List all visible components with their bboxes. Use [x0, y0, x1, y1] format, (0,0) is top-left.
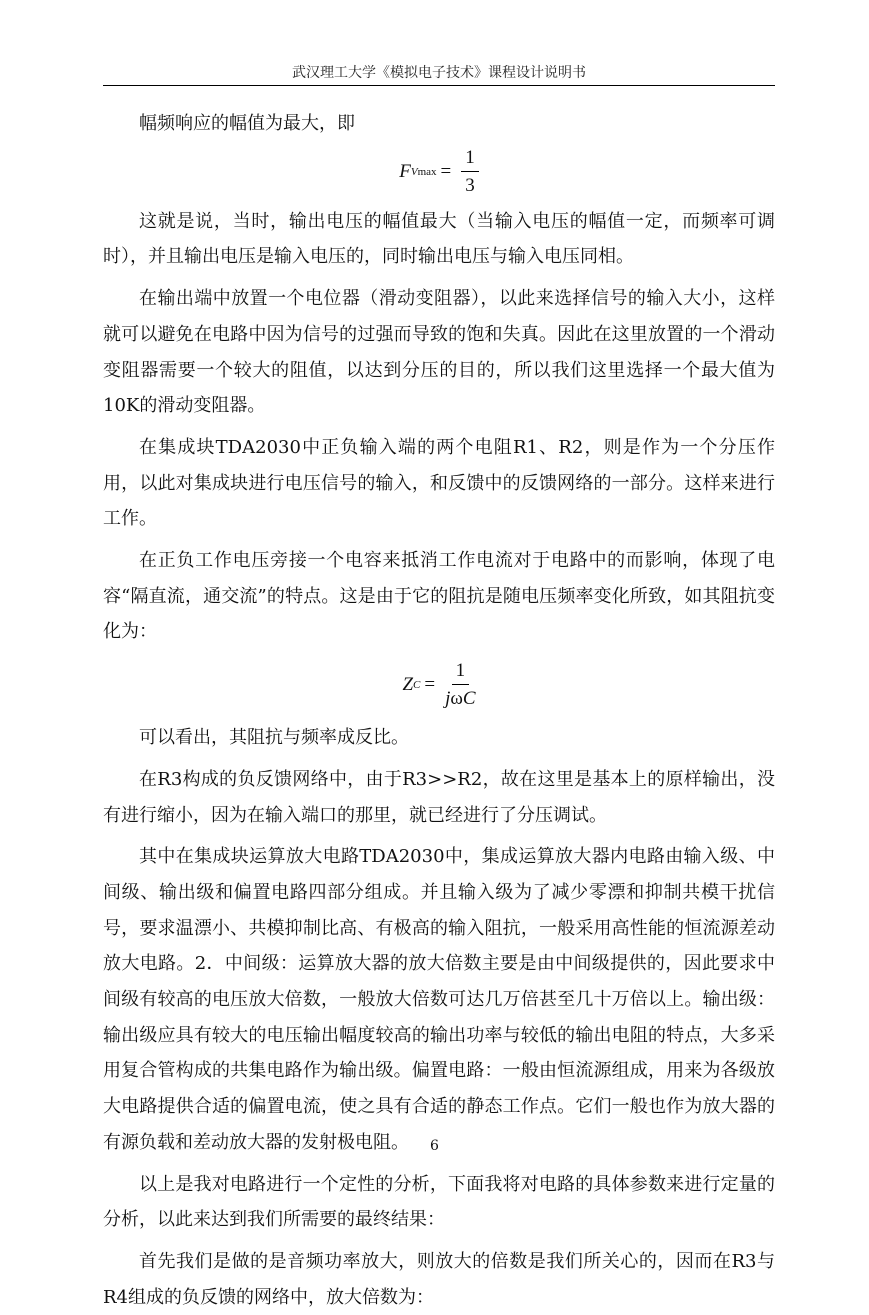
formula-2-numerator: 1: [452, 659, 470, 685]
formula-1-sub-max: max: [417, 165, 437, 178]
formula-2-den-omega: ω: [450, 688, 463, 710]
formula-2-sub: C: [413, 679, 421, 692]
formula-1-sub-v: V: [410, 165, 418, 178]
paragraph-2: 这就是说，当时，输出电压的幅值最大（当输入电压的幅值一定，而频率可调时），并且输出电压是输入电压的，同时输出电压与输入电压同相。: [103, 210, 775, 268]
formula-2-den-j: j: [445, 688, 451, 710]
paragraph-6: 可以看出，其阻抗与频率成反比。: [139, 727, 409, 749]
formula-1-equals: =: [440, 160, 452, 182]
formula-2-den-c: C: [462, 688, 476, 710]
formula-impedance: [103, 652, 775, 718]
formula-2-denominator: [445, 685, 475, 711]
paragraph-1: 幅频响应的幅值为最大，即: [139, 113, 355, 134]
paragraph-10: 首先我们是做的是音频功率放大，则放大的倍数是我们所关心的，因而在R3与R4组成的负反馈的网络中，放大倍数为：: [103, 1250, 775, 1308]
formula-2-lhs: Z: [402, 674, 414, 696]
formula-1-numerator: 1: [461, 146, 479, 172]
header-rule: [103, 85, 775, 86]
paragraph-8: 其中在集成块运算放大电路TDA2030中，集成运算放大器内电路由输入级、中间级、输出级和偏置电路四部分组成。并且输入级为了减少零漂和抑制共模干扰信号，要求温漂小、共模抑制比高、有极高的输入阻抗，一般采用高性能的恒流源差动放大电路。2．中间级：运算放大器的放大倍数主要是由中间级提供的，因此要求中间级有较高的电压放大倍数，一般放大倍数可达几万倍甚至几十万倍以上。输出级：输出级应具有较大的电压输出幅度较高的输出功率与较低的输出电阻的特点，大多采用复合管构成的共集电路作为输出级。偏置电路：一般由恒流源组成，用来为各级放大电路提供合适的偏置电流，使之具有合适的静态工作点。它们一般也作为放大器的有源负载和差动放大器的发射极电阻。: [103, 846, 775, 1153]
paragraph-4: 在集成块TDA2030中正负输入端的两个电阻R1、R2，则是作为一个分压作用，以此对集成块进行电压信号的输入，和反馈中的反馈网络的一部分。这样来进行工作。: [103, 436, 775, 530]
paragraph-5: 在正负工作电压旁接一个电容来抵消工作电流对于电路中的而影响，体现了电容“隔直流，通交流”的特点。这是由于它的阻抗是随电压频率变化所致，如其阻抗变化为：: [103, 550, 775, 643]
formula-1-lhs: F: [399, 160, 411, 182]
formula-2-equals: =: [424, 674, 436, 696]
paragraph-7: 在R3构成的负反馈网络中，由于R3>>R2，故在这里是基本上的原样输出，没有进行缩小，因为在输入端口的那里，就已经进行了分压调试。: [103, 768, 775, 826]
running-header: 武汉理工大学《模拟电子技术》课程设计说明书: [292, 65, 586, 81]
formula-2-fraction: [445, 659, 475, 711]
page-number: 6: [430, 1138, 439, 1154]
formula-1-fraction: [461, 146, 479, 198]
formula-fvmax: [103, 140, 775, 204]
document-body: [103, 106, 775, 1315]
formula-1-denominator: 3: [465, 174, 475, 196]
paragraph-9: 以上是我对电路进行一个定性的分析，下面我将对电路的具体参数来进行定量的分析，以此来达到我们所需要的最终结果：: [103, 1173, 775, 1231]
paragraph-3: 在输出端中放置一个电位器（滑动变阻器），以此来选择信号的输入大小，这样就可以避免在电路中因为信号的过强而导致的饱和失真。因此在这里放置的一个滑动变阻器需要一个较大的阻值，以达到分压的目的，所以我们这里选择一个最大值为10K的滑动变阻器。: [103, 288, 775, 417]
